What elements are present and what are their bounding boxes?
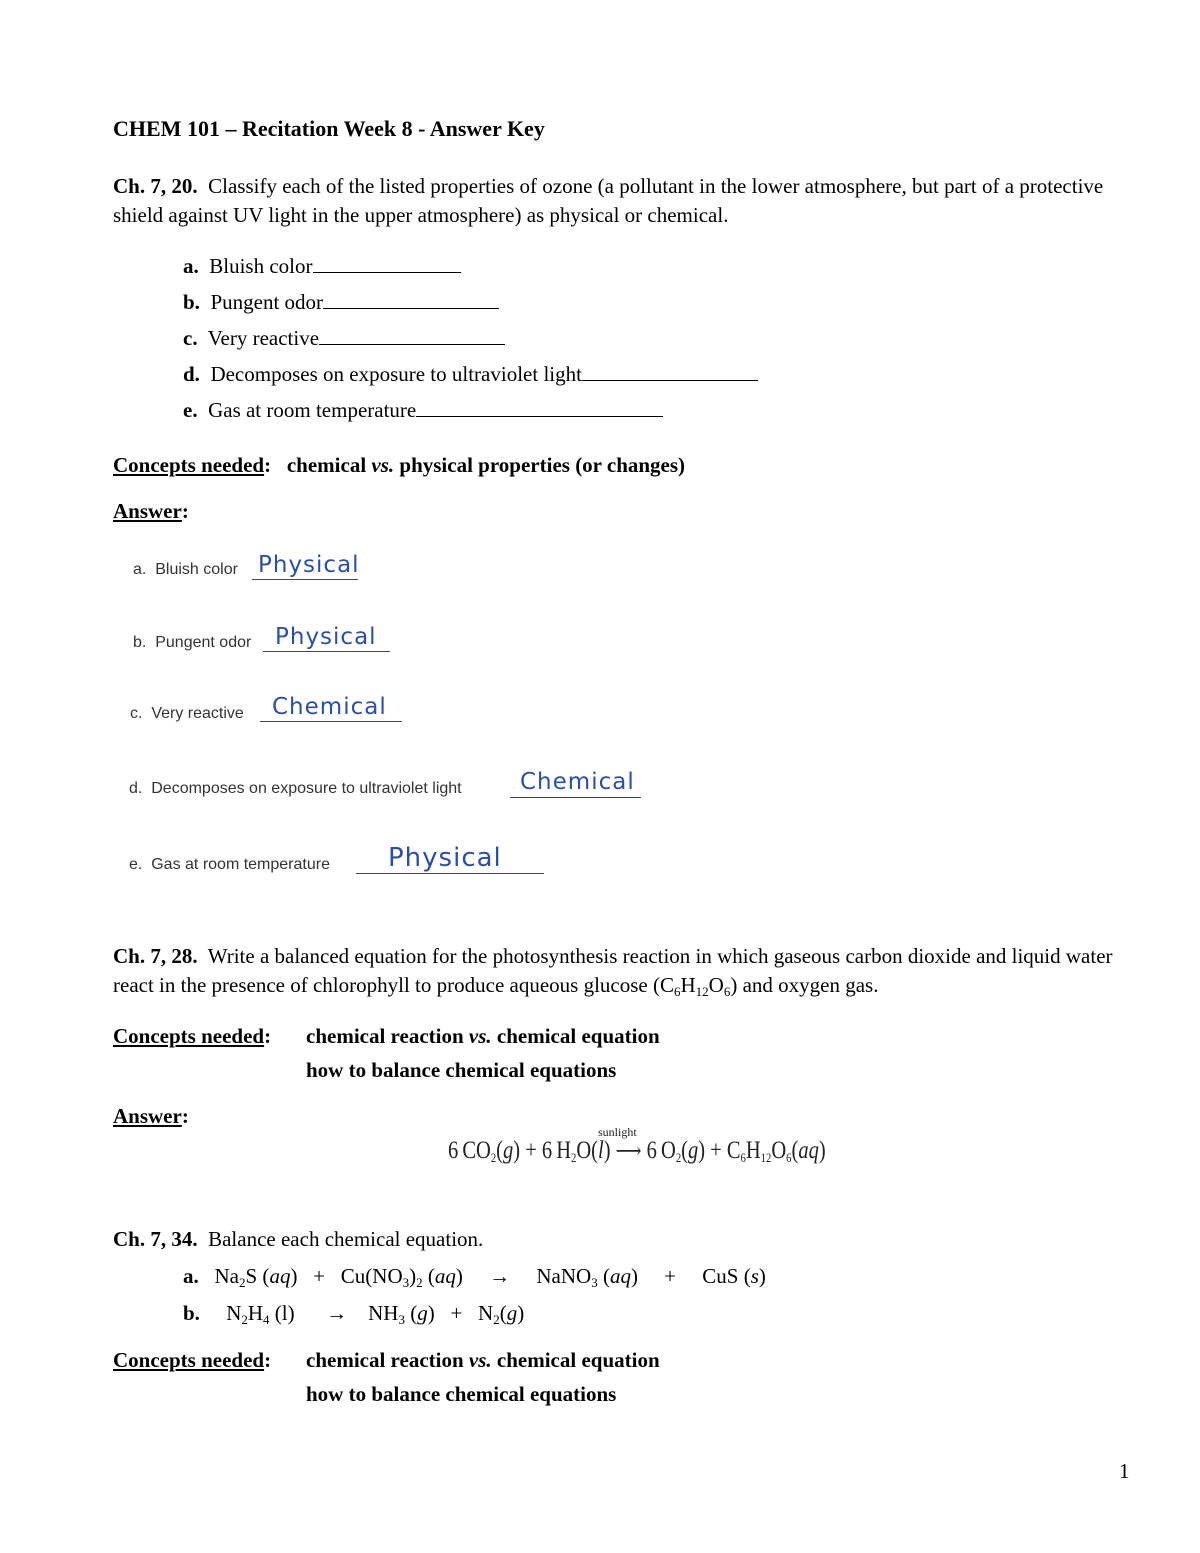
answer-item: b. Pungent odor xyxy=(133,634,252,651)
question-label: Ch. 7, 28. xyxy=(113,944,198,968)
page-number: 1 xyxy=(1119,1459,1130,1483)
page-title: CHEM 101 – Recitation Week 8 - Answer Key xyxy=(113,116,545,141)
question-ch7-20 xyxy=(113,172,1123,230)
question-ch7-34 xyxy=(113,1227,483,1252)
answer-line xyxy=(356,873,544,874)
answer-label: Answer: xyxy=(113,499,189,523)
concept-item: chemical reaction vs. chemical equation xyxy=(306,1348,660,1372)
answer-line xyxy=(263,651,390,652)
handwritten-answer: Physical xyxy=(275,624,377,650)
handwritten-answer: Chemical xyxy=(520,769,635,795)
concept-item: how to balance chemical equations xyxy=(306,1058,617,1082)
answer-item: d. Decomposes on exposure to ultraviolet light xyxy=(129,780,462,797)
concepts-needed: Concepts needed: chemical vs. physical properties (or changes) xyxy=(113,453,686,477)
equation-a: a. $Na_2S$ $(aq) + Cu(NO_3)_2$ (aq) → NaNO$_3$ (aq) + CuS (s) xyxy=(183,1264,766,1290)
question-text: Classify each of the listed properties of ozone (a pollutant in the lower atmosphere, but part of a protective shield against UV light in the upper atmosphere) as physical or chemical. xyxy=(113,174,1104,227)
question-ch7-28: Ch. 7, 28. Write a balanced equation for the photosynthesis reaction in which gaseous carbon dioxide and liquid water react in the presence of chlorophyll to produce aqueous glucose $(C_6H_{12}O_6)$ and oxygen gas. xyxy=(113,944,1113,999)
handwritten-answer: Chemical xyxy=(272,694,387,720)
list-item: d. Decomposes on exposure to ultraviolet light xyxy=(183,362,758,387)
answer-line xyxy=(260,721,402,722)
blank xyxy=(319,343,505,345)
arrow-label: sunlight xyxy=(598,1125,637,1139)
answer-line xyxy=(252,579,358,580)
list-item: e. Gas at room temperature xyxy=(183,398,663,423)
list-item: c. Very reactive xyxy=(183,326,505,351)
question-text: Balance each chemical equation. xyxy=(208,1227,484,1251)
blank xyxy=(582,379,758,381)
question-label: Ch. 7, 34. xyxy=(113,1227,198,1251)
concept-item: how to balance chemical equations xyxy=(306,1382,617,1406)
answer-label: Answer: xyxy=(113,1104,189,1128)
question-text: Write a balanced equation for the photosynthesis reaction in which gaseous carbon dioxide and liquid water react in the presence of chlorophyll to produce aqueous glucose ( xyxy=(113,944,1113,997)
list-item: a. Bluish color xyxy=(183,254,461,279)
photosynthesis-equation xyxy=(448,1125,826,1175)
answer-item: e. Gas at room temperature xyxy=(129,856,330,873)
equation-b: b. $N_2H_4$ (l) → $NH_3$ $(g) + N_2(g)$ xyxy=(183,1301,525,1327)
answer-item: c. Very reactive xyxy=(130,705,244,722)
handwritten-answer: Physical xyxy=(388,843,502,873)
glucose-formula: $C_6H_{12}O_6$ xyxy=(659,973,731,999)
concepts-needed: Concepts needed: xyxy=(113,1024,272,1048)
answer-item: a. Bluish color xyxy=(133,561,238,578)
blank xyxy=(416,415,663,417)
list-item: b. Pungent odor xyxy=(183,290,499,315)
concept-item: chemical reaction vs. chemical equation xyxy=(306,1024,660,1048)
blank xyxy=(323,307,499,309)
equation-text: 6 $CO_2(g) + 6$ $H_2O(l)$ ⟶ 6 $O_2(g) + C_6H_{12}O_6(aq)$ xyxy=(448,1137,826,1165)
handwritten-answer: Physical xyxy=(258,552,360,578)
answer-line xyxy=(510,797,641,798)
blank xyxy=(313,271,461,273)
question-label: Ch. 7, 20. xyxy=(113,174,198,198)
concepts-needed: Concepts needed: xyxy=(113,1348,272,1372)
